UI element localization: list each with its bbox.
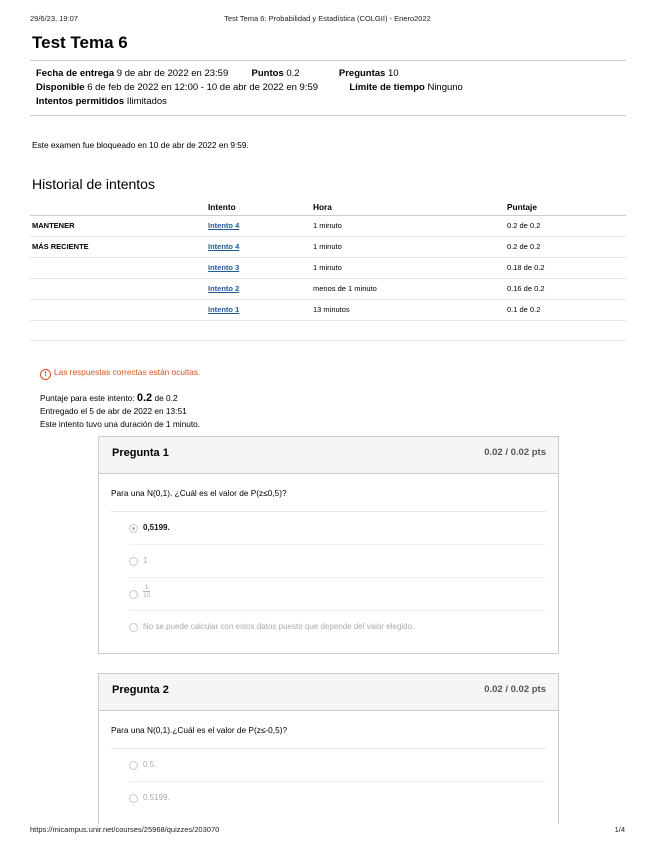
answer-text: 0.5199. [143,793,170,802]
header-attempt: Intento [208,200,313,216]
question-header [99,674,558,711]
attempt-link[interactable]: Intento 1 [208,305,240,314]
warning-text: Las respuestas correctas están ocultas. [54,367,201,377]
attempt-score-line [40,392,626,405]
score-prefix: Puntaje para este intento: [40,393,135,403]
header-blank [30,200,208,216]
due-value: 9 de abr de 2022 en 23:59 [116,68,229,79]
attempt-time: menos de 1 minuto [313,279,507,300]
attempt-link[interactable]: Intento 4 [208,242,240,251]
attempt-time: 1 minuto [313,258,507,279]
attempts-table-header [30,200,626,216]
attempt-link[interactable]: Intento 4 [208,221,240,230]
print-datetime: 29/6/23, 19:07 [30,14,78,23]
row-label: MÁS RECIENTE [30,237,208,258]
radio-button[interactable] [129,524,138,533]
score-suffix: de 0.2 [154,393,178,403]
question-title: Pregunta 2 [112,684,169,696]
row-label [30,279,208,300]
row-label [30,300,208,321]
attempts-allowed-label: Intentos permitidos [36,96,125,107]
score-value: 0.2 [136,392,153,404]
print-footer [30,825,625,834]
question-points: 0.02 / 0.02 pts [484,447,546,458]
question-card-1 [98,436,559,654]
submitted-line: Entregado el 5 de abr de 2022 en 13:51 [40,406,187,416]
table-row [30,321,626,341]
questions-label: Preguntas [338,68,386,79]
radio-button[interactable] [129,590,138,599]
question-text: Para una N(0,1). ¿Cuál es el valor de P(z≤0,5)? [111,488,287,498]
answer-text: 1 [143,556,148,565]
question-title: Pregunta 1 [112,447,169,459]
time-limit-label: Límite de tiempo [349,82,425,93]
attempt-score: 0.1 de 0.2 [507,300,626,321]
row-label: MANTENER [30,216,208,237]
attempt-link[interactable]: Intento 3 [208,263,240,272]
print-header [30,14,625,26]
answer-list [99,749,558,814]
answer-text: 0.5. [143,760,157,769]
table-row [30,216,626,237]
attempt-score: 0.2 de 0.2 [507,237,626,258]
quiz-content [30,32,626,431]
divider [30,115,626,116]
answer-list [99,512,558,643]
answer-option[interactable] [129,578,546,611]
fraction [143,584,150,599]
details-row-2 [36,81,626,95]
header-score: Puntaje [507,200,626,216]
fraction-numerator: 1 [144,584,149,591]
page-title: Test Tema 6 [32,33,128,52]
question-points: 0.02 / 0.02 pts [484,684,546,695]
print-document-title: Test Tema 6: Probabilidad y Estadística (COLGII) - Enero2022 [224,14,431,23]
question-card-2 [98,673,559,824]
attempt-score: 0.16 de 0.2 [507,279,626,300]
row-label [30,258,208,279]
answer-option[interactable] [129,545,546,578]
time-limit-value: Ninguno [427,82,463,93]
attempt-time: 13 minutos [313,300,507,321]
answer-text: 0,5199. [143,523,170,532]
table-row [30,300,626,321]
exclamation-circle-icon: ! [40,369,51,380]
due-label: Fecha de entrega [36,68,115,79]
duration-line: Este intento tuvo una duración de 1 minuto. [40,419,201,429]
attempt-summary [40,392,626,431]
radio-button[interactable] [129,557,138,566]
details-row-1 [36,67,626,81]
hidden-answers-warning [40,367,626,380]
answer-option[interactable] [129,611,546,643]
points-label: Puntos [251,68,284,79]
questions-value: 10 [387,68,399,79]
question-text: Para una N(0,1).¿Cuál es el valor de P(z≤-0,5)? [111,725,288,735]
answer-option[interactable] [129,749,546,782]
table-row [30,279,626,300]
radio-button[interactable] [129,761,138,770]
page-number: 1/4 [614,825,625,834]
question-header [99,437,558,474]
table-row [30,237,626,258]
available-label: Disponible [36,82,85,93]
answer-option[interactable] [129,512,546,545]
details-row-3 [36,95,626,109]
answer-text: No se puede calcular con estos datos puesto que depende del valor elegido. [143,622,415,631]
fraction-denominator: 10 [143,592,151,599]
table-row [30,258,626,279]
header-time: Hora [313,200,507,216]
attempt-link[interactable]: Intento 2 [208,284,240,293]
answer-option[interactable] [129,782,546,814]
attempt-time: 1 minuto [313,216,507,237]
attempt-time: 1 minuto [313,237,507,258]
radio-button[interactable] [129,794,138,803]
available-value: 6 de feb de 2022 en 12:00 - 10 de abr de 2022 en 9:59 [87,82,319,93]
page-url: https://micampus.unir.net/courses/25968/quizzes/203070 [30,825,220,834]
history-title: Historial de intentos [32,176,155,192]
locked-notice: Este examen fue bloqueado en 10 de abr de 2022 en 9:59. [32,140,249,150]
quiz-details [30,61,626,115]
attempt-score: 0.18 de 0.2 [507,258,626,279]
attempts-table [30,200,626,341]
attempt-score: 0.2 de 0.2 [507,216,626,237]
radio-button[interactable] [129,623,138,632]
attempts-allowed-value: Ilimitados [126,96,167,107]
points-value: 0.2 [286,68,300,79]
